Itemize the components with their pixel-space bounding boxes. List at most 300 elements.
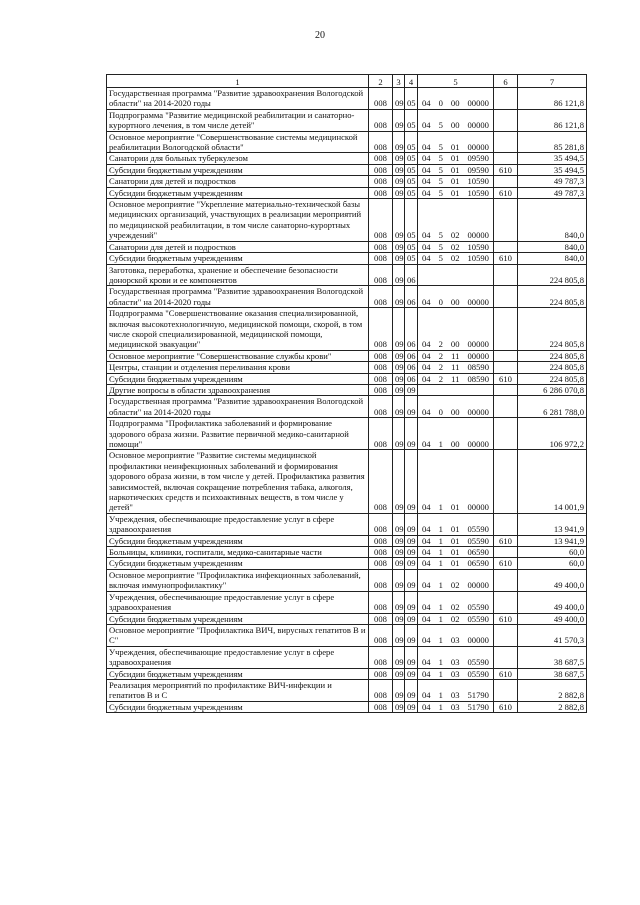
row-subsection-code: 09 — [405, 668, 418, 679]
target-item-part: 00 — [450, 339, 460, 350]
table-row — [107, 613, 587, 624]
header-col-5: 5 — [418, 75, 494, 88]
row-amount: 6 281 788,0 — [518, 396, 587, 418]
row-amount: 840,0 — [518, 241, 587, 252]
row-name: Государственная программа "Развитие здравоохранения Вологодской области" на 2014-2020 годы — [107, 396, 369, 418]
row-section-code: 09 — [393, 569, 405, 591]
target-item-part: 00 — [450, 439, 460, 449]
target-item-part: 5 — [438, 164, 443, 175]
row-target-item-code — [418, 591, 494, 613]
row-amount: 224 805,8 — [518, 350, 587, 361]
target-item-part: 10590 — [467, 176, 489, 187]
row-expense-type-code — [494, 199, 518, 242]
row-target-item-code — [418, 176, 494, 187]
target-item-part: 0 — [438, 98, 443, 109]
row-target-item-code — [418, 131, 494, 153]
row-section-code: 09 — [393, 362, 405, 373]
row-subsection-code: 05 — [405, 164, 418, 175]
table-row — [107, 187, 587, 198]
row-subsection-code: 05 — [405, 187, 418, 198]
row-amount: 49 400,0 — [518, 591, 587, 613]
target-item-part: 2 — [438, 350, 443, 361]
row-expense-type-code: 610 — [494, 535, 518, 546]
target-item-part: 1 — [438, 668, 443, 679]
row-department-code: 008 — [369, 176, 393, 187]
row-section-code: 09 — [393, 187, 405, 198]
target-item-part: 04 — [422, 558, 431, 569]
target-item-part: 04 — [422, 339, 431, 350]
target-item-part: 00 — [450, 120, 460, 131]
row-section-code: 09 — [393, 547, 405, 558]
row-amount: 38 687,5 — [518, 668, 587, 679]
row-department-code: 008 — [369, 701, 393, 712]
row-section-code: 09 — [393, 535, 405, 546]
table-row — [107, 350, 587, 361]
row-name: Больницы, клиники, госпитали, медико-санитарные части — [107, 547, 369, 558]
row-department-code: 008 — [369, 418, 393, 450]
row-section-code: 09 — [393, 679, 405, 701]
row-department-code: 008 — [369, 109, 393, 131]
row-subsection-code: 05 — [405, 153, 418, 164]
target-item-part: 06590 — [467, 547, 489, 558]
target-item-part: 00000 — [467, 406, 489, 417]
row-name: Субсидии бюджетным учреждениям — [107, 535, 369, 546]
target-item-part: 5 — [438, 253, 443, 264]
row-section-code: 09 — [393, 624, 405, 646]
table-row — [107, 308, 587, 351]
target-item-part: 01 — [450, 502, 460, 513]
row-target-item-code — [418, 88, 494, 110]
table-row — [107, 362, 587, 373]
row-name: Субсидии бюджетным учреждениям — [107, 187, 369, 198]
row-amount: 86 121,8 — [518, 109, 587, 131]
row-expense-type-code — [494, 679, 518, 701]
target-item-part: 04 — [422, 701, 431, 712]
target-item-part: 02 — [450, 253, 460, 264]
row-target-item-code — [418, 187, 494, 198]
table-row — [107, 88, 587, 110]
target-item-part: 01 — [450, 558, 460, 569]
target-item-part: 5 — [438, 120, 443, 131]
row-name: Субсидии бюджетным учреждениям — [107, 613, 369, 624]
target-item-part: 1 — [438, 535, 443, 546]
row-target-item-code — [418, 199, 494, 242]
row-target-item-code — [418, 362, 494, 373]
target-item-part: 10590 — [467, 241, 489, 252]
row-name: Учреждения, обеспечивающие предоставление услуг в сфере здравоохранения — [107, 513, 369, 535]
table-row — [107, 164, 587, 175]
row-target-item-code — [418, 109, 494, 131]
target-item-part: 01 — [450, 142, 460, 153]
target-item-part: 1 — [438, 602, 443, 613]
row-section-code: 09 — [393, 153, 405, 164]
row-name: Государственная программа "Развитие здравоохранения Вологодской области" на 2014-2020 годы — [107, 286, 369, 308]
row-expense-type-code: 610 — [494, 373, 518, 384]
row-target-item-code — [418, 241, 494, 252]
row-subsection-code: 09 — [405, 535, 418, 546]
row-target-item-code — [418, 396, 494, 418]
row-amount: 224 805,8 — [518, 264, 587, 286]
target-item-part: 51790 — [467, 690, 489, 701]
row-name: Подпрограмма "Профилактика заболеваний и формирование здорового образа жизни. Развитие первичной медико-санитарной помощи" — [107, 418, 369, 450]
row-department-code: 008 — [369, 613, 393, 624]
row-department-code: 008 — [369, 396, 393, 418]
row-name: Основное мероприятие "Профилактика ВИЧ, вирусных гепатитов В и С" — [107, 624, 369, 646]
target-item-part: 2 — [438, 373, 443, 384]
row-section-code: 09 — [393, 286, 405, 308]
target-item-part: 00 — [450, 98, 460, 109]
row-name: Субсидии бюджетным учреждениям — [107, 558, 369, 569]
target-item-part: 03 — [450, 635, 460, 646]
row-section-code: 09 — [393, 264, 405, 286]
target-item-part: 1 — [438, 635, 443, 646]
row-target-item-code — [418, 701, 494, 712]
row-subsection-code: 06 — [405, 350, 418, 361]
row-expense-type-code — [494, 418, 518, 450]
row-department-code: 008 — [369, 153, 393, 164]
target-item-part: 5 — [438, 153, 443, 164]
table-row — [107, 668, 587, 679]
row-name: Основное мероприятие "Развитие системы медицинской профилактики неинфекционных заболеваний и формирования здорового образа жизни, в том числе у детей. Профилактика развития зависимостей, включая сокращение потребления табака, алкоголя, наркотических средств и психоактивных веществ, в том числе у детей" — [107, 450, 369, 513]
row-department-code: 008 — [369, 308, 393, 351]
table-row — [107, 558, 587, 569]
table-row — [107, 176, 587, 187]
target-item-part: 06590 — [467, 558, 489, 569]
target-item-part: 04 — [422, 373, 431, 384]
row-subsection-code: 09 — [405, 513, 418, 535]
row-name: Заготовка, переработка, хранение и обеспечение безопасности донорской крови и ее компонентов — [107, 264, 369, 286]
target-item-part: 09590 — [467, 164, 489, 175]
row-expense-type-code: 610 — [494, 613, 518, 624]
row-subsection-code: 09 — [405, 418, 418, 450]
row-expense-type-code — [494, 646, 518, 668]
table-row — [107, 513, 587, 535]
row-expense-type-code — [494, 153, 518, 164]
row-department-code: 008 — [369, 373, 393, 384]
row-target-item-code — [418, 646, 494, 668]
row-name: Другие вопросы в области здравоохранения — [107, 384, 369, 395]
target-item-part: 04 — [422, 164, 431, 175]
table-row — [107, 591, 587, 613]
target-item-part: 04 — [422, 439, 431, 449]
target-item-part: 00000 — [467, 98, 489, 109]
table-row — [107, 418, 587, 450]
table-row — [107, 109, 587, 131]
target-item-part: 05590 — [467, 535, 489, 546]
row-name: Основное мероприятие "Совершенствование системы медицинской реабилитации Вологодской области" — [107, 131, 369, 153]
budget-table — [106, 74, 587, 713]
target-item-part: 1 — [438, 547, 443, 558]
table-row — [107, 569, 587, 591]
row-name: Основное мероприятие "Укрепление материально-технической базы медицинских организаций, участвующих в реализации мероприятий по медицинской реабилитации, в том числе санаторно-курортных учреждений" — [107, 199, 369, 242]
row-expense-type-code — [494, 286, 518, 308]
target-item-part: 04 — [422, 253, 431, 264]
target-item-part: 5 — [438, 187, 443, 198]
target-item-part: 04 — [422, 668, 431, 679]
row-name: Основное мероприятие "Профилактика инфекционных заболеваний, включая иммунопрофилактику" — [107, 569, 369, 591]
table-row — [107, 241, 587, 252]
target-item-part: 11 — [451, 350, 460, 361]
target-item-part: 04 — [422, 142, 431, 153]
row-subsection-code: 06 — [405, 286, 418, 308]
row-amount: 13 941,9 — [518, 513, 587, 535]
row-department-code: 008 — [369, 535, 393, 546]
target-item-part: 04 — [422, 362, 431, 373]
row-amount: 13 941,9 — [518, 535, 587, 546]
row-amount: 60,0 — [518, 558, 587, 569]
target-item-part: 2 — [438, 339, 443, 350]
row-section-code: 09 — [393, 199, 405, 242]
target-item-part: 04 — [422, 580, 431, 591]
header-col-1: 1 — [107, 75, 369, 88]
target-item-part: 2 — [438, 362, 443, 373]
row-expense-type-code — [494, 569, 518, 591]
row-department-code: 008 — [369, 679, 393, 701]
row-department-code: 008 — [369, 591, 393, 613]
target-item-part: 1 — [438, 701, 443, 712]
target-item-part: 03 — [450, 657, 460, 668]
target-item-part: 01 — [450, 153, 460, 164]
row-expense-type-code: 610 — [494, 253, 518, 264]
row-name: Субсидии бюджетным учреждениям — [107, 373, 369, 384]
row-name: Центры, станции и отделения переливания крови — [107, 362, 369, 373]
row-name: Субсидии бюджетным учреждениям — [107, 701, 369, 712]
target-item-part: 1 — [438, 439, 443, 449]
target-item-part: 1 — [438, 613, 443, 624]
target-item-part: 03 — [450, 668, 460, 679]
row-amount: 85 281,8 — [518, 131, 587, 153]
target-item-part: 05590 — [467, 668, 489, 679]
target-item-part: 5 — [438, 142, 443, 153]
row-subsection-code: 05 — [405, 199, 418, 242]
row-department-code: 008 — [369, 624, 393, 646]
row-name: Санатории для детей и подростков — [107, 241, 369, 252]
row-expense-type-code — [494, 176, 518, 187]
target-item-part: 04 — [422, 153, 431, 164]
row-expense-type-code — [494, 384, 518, 395]
header-row — [107, 75, 587, 88]
row-expense-type-code: 610 — [494, 701, 518, 712]
target-item-part: 1 — [438, 657, 443, 668]
row-section-code: 09 — [393, 164, 405, 175]
target-item-part: 03 — [450, 701, 460, 712]
row-department-code: 008 — [369, 362, 393, 373]
row-subsection-code: 09 — [405, 558, 418, 569]
target-item-part: 04 — [422, 350, 431, 361]
target-item-part: 05590 — [467, 657, 489, 668]
row-section-code: 09 — [393, 450, 405, 513]
target-item-part: 05590 — [467, 613, 489, 624]
target-item-part: 1 — [438, 558, 443, 569]
row-expense-type-code — [494, 308, 518, 351]
row-target-item-code — [418, 350, 494, 361]
target-item-part: 1 — [438, 690, 443, 701]
row-target-item-code — [418, 450, 494, 513]
table-row — [107, 384, 587, 395]
row-department-code: 008 — [369, 187, 393, 198]
row-name: Санатории для детей и подростков — [107, 176, 369, 187]
row-section-code: 09 — [393, 131, 405, 153]
row-section-code: 09 — [393, 384, 405, 395]
row-expense-type-code — [494, 362, 518, 373]
row-section-code: 09 — [393, 176, 405, 187]
target-item-part: 0 — [438, 296, 443, 307]
row-amount: 2 882,8 — [518, 679, 587, 701]
row-expense-type-code — [494, 109, 518, 131]
row-expense-type-code — [494, 396, 518, 418]
target-item-part: 00000 — [467, 502, 489, 513]
row-name: Подпрограмма "Совершенствование оказания специализированной, включая высокотехнологичную, медицинской помощи, скорой, в том числе скорой специализированной, медицинской помощи, медицинской эвакуации" — [107, 308, 369, 351]
row-expense-type-code — [494, 513, 518, 535]
row-amount: 224 805,8 — [518, 286, 587, 308]
row-amount: 840,0 — [518, 253, 587, 264]
row-department-code: 008 — [369, 164, 393, 175]
row-amount: 49 787,3 — [518, 176, 587, 187]
row-subsection-code: 09 — [405, 569, 418, 591]
table-row — [107, 396, 587, 418]
target-item-part: 02 — [450, 241, 460, 252]
row-target-item-code — [418, 513, 494, 535]
target-item-part: 08590 — [467, 373, 489, 384]
row-amount: 35 494,5 — [518, 153, 587, 164]
header-col-4: 4 — [405, 75, 418, 88]
row-target-item-code — [418, 624, 494, 646]
row-section-code: 09 — [393, 668, 405, 679]
target-item-part: 1 — [438, 524, 443, 535]
target-item-part: 00000 — [467, 635, 489, 646]
row-department-code: 008 — [369, 88, 393, 110]
row-expense-type-code: 610 — [494, 187, 518, 198]
row-amount: 38 687,5 — [518, 646, 587, 668]
table-row — [107, 547, 587, 558]
header-col-7: 7 — [518, 75, 587, 88]
table-row — [107, 153, 587, 164]
row-name: Учреждения, обеспечивающие предоставление услуг в сфере здравоохранения — [107, 646, 369, 668]
row-section-code: 09 — [393, 646, 405, 668]
row-department-code: 008 — [369, 646, 393, 668]
row-section-code: 09 — [393, 109, 405, 131]
target-item-part: 5 — [438, 176, 443, 187]
row-section-code: 09 — [393, 613, 405, 624]
target-item-part: 04 — [422, 547, 431, 558]
row-target-item-code — [418, 253, 494, 264]
target-item-part: 01 — [450, 535, 460, 546]
target-item-part: 04 — [422, 296, 431, 307]
target-item-part: 1 — [438, 502, 443, 513]
target-item-part: 08590 — [467, 362, 489, 373]
row-department-code: 008 — [369, 199, 393, 242]
row-target-item-code — [418, 308, 494, 351]
row-target-item-code — [418, 153, 494, 164]
row-section-code: 09 — [393, 396, 405, 418]
row-section-code: 09 — [393, 253, 405, 264]
row-subsection-code: 06 — [405, 373, 418, 384]
row-department-code: 008 — [369, 450, 393, 513]
table-row — [107, 679, 587, 701]
row-amount: 2 882,8 — [518, 701, 587, 712]
row-department-code: 008 — [369, 286, 393, 308]
target-item-part: 04 — [422, 187, 431, 198]
row-target-item-code — [418, 373, 494, 384]
row-subsection-code: 05 — [405, 131, 418, 153]
row-department-code: 008 — [369, 384, 393, 395]
row-amount: 60,0 — [518, 547, 587, 558]
row-amount: 840,0 — [518, 199, 587, 242]
target-item-part: 02 — [450, 602, 460, 613]
row-name: Субсидии бюджетным учреждениям — [107, 164, 369, 175]
target-item-part: 09590 — [467, 153, 489, 164]
row-section-code: 09 — [393, 418, 405, 450]
row-subsection-code: 09 — [405, 613, 418, 624]
row-department-code: 008 — [369, 513, 393, 535]
table-row — [107, 253, 587, 264]
row-target-item-code — [418, 264, 494, 286]
target-item-part: 04 — [422, 635, 431, 646]
row-subsection-code: 09 — [405, 646, 418, 668]
table-row — [107, 701, 587, 712]
target-item-part: 00000 — [467, 230, 489, 241]
row-name: Санатории для больных туберкулезом — [107, 153, 369, 164]
header-col-6: 6 — [494, 75, 518, 88]
row-name: Субсидии бюджетным учреждениям — [107, 668, 369, 679]
row-target-item-code — [418, 668, 494, 679]
target-item-part: 04 — [422, 524, 431, 535]
target-item-part: 04 — [422, 241, 431, 252]
row-amount: 6 286 070,8 — [518, 384, 587, 395]
target-item-part: 00000 — [467, 120, 489, 131]
target-item-part: 00000 — [467, 439, 489, 449]
target-item-part: 04 — [422, 657, 431, 668]
target-item-part: 0 — [438, 406, 443, 417]
row-name: Учреждения, обеспечивающие предоставление услуг в сфере здравоохранения — [107, 591, 369, 613]
row-section-code: 09 — [393, 513, 405, 535]
target-item-part: 02 — [450, 613, 460, 624]
target-item-part: 04 — [422, 98, 431, 109]
row-expense-type-code — [494, 591, 518, 613]
row-section-code: 09 — [393, 701, 405, 712]
target-item-part: 00000 — [467, 350, 489, 361]
row-name: Подпрограмма "Развитие медицинской реабилитации и санаторно-курортного лечения, в том числе детей" — [107, 109, 369, 131]
target-item-part: 51790 — [467, 701, 489, 712]
row-amount: 224 805,8 — [518, 373, 587, 384]
row-subsection-code: 09 — [405, 679, 418, 701]
row-subsection-code: 05 — [405, 176, 418, 187]
row-amount: 86 121,8 — [518, 88, 587, 110]
target-item-part: 5 — [438, 241, 443, 252]
row-expense-type-code — [494, 88, 518, 110]
row-section-code: 09 — [393, 558, 405, 569]
row-target-item-code — [418, 558, 494, 569]
target-item-part: 04 — [422, 602, 431, 613]
table-row — [107, 624, 587, 646]
row-name: Реализация мероприятий по профилактике ВИЧ-инфекции и гепатитов В и С — [107, 679, 369, 701]
table-row — [107, 450, 587, 513]
row-expense-type-code — [494, 131, 518, 153]
table-row — [107, 373, 587, 384]
target-item-part: 00000 — [467, 142, 489, 153]
row-target-item-code — [418, 418, 494, 450]
target-item-part: 02 — [450, 580, 460, 591]
row-department-code: 008 — [369, 241, 393, 252]
row-expense-type-code: 610 — [494, 558, 518, 569]
row-expense-type-code — [494, 264, 518, 286]
target-item-part: 00000 — [467, 296, 489, 307]
row-subsection-code: 06 — [405, 308, 418, 351]
row-name: Основное мероприятие "Совершенствование службы крови" — [107, 350, 369, 361]
target-item-part: 11 — [451, 373, 460, 384]
row-expense-type-code — [494, 624, 518, 646]
row-subsection-code: 09 — [405, 450, 418, 513]
